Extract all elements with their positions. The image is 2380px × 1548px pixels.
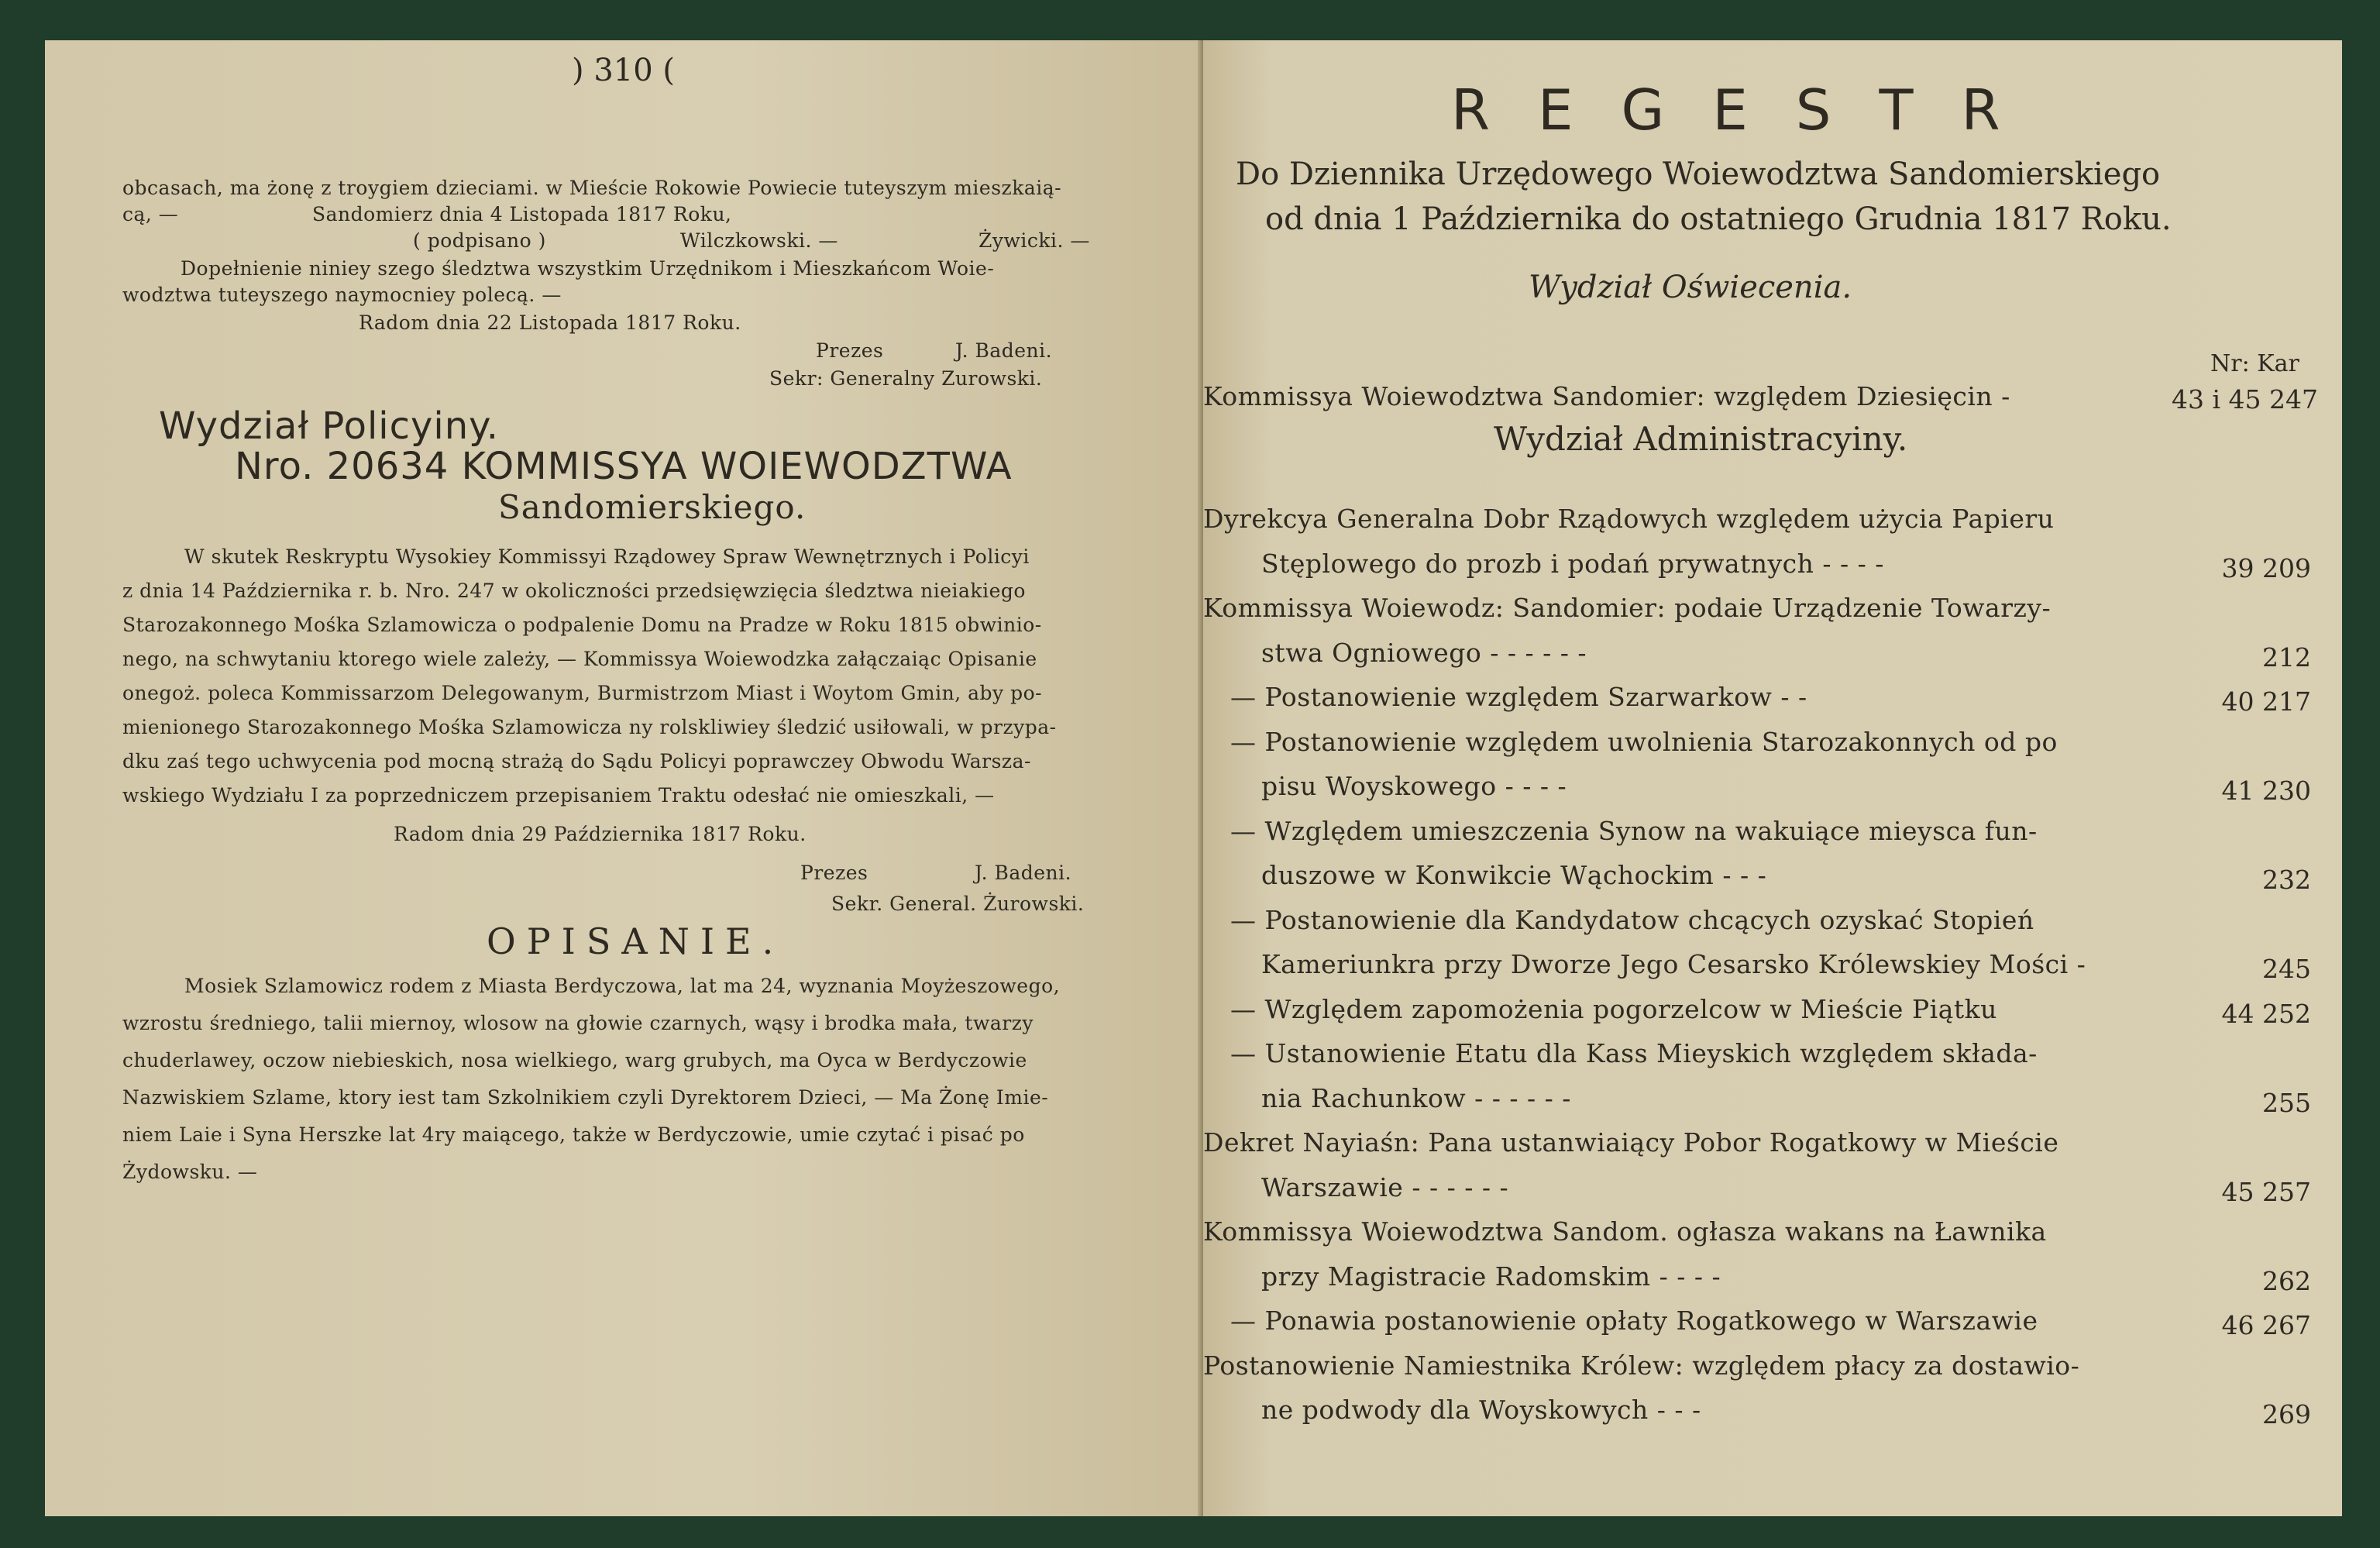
- text-line: Sekr: Generalny Zurowski.: [769, 367, 1043, 390]
- entry-number: 245: [2262, 954, 2311, 984]
- section-title: Wydział Policyiny.: [159, 404, 499, 448]
- text-line: Mosiek Szlamowicz rodem z Miasta Berdyczowa, lat ma 24, wyznania Moyżeszowego,: [184, 975, 1061, 997]
- section-subtitle: Sandomierskiego.: [498, 488, 807, 526]
- register-entry: Kommissya Woiewodztwa Sandom. ogłasza wakans na Ławnika: [1203, 1216, 2047, 1247]
- register-entry: stwa Ogniowego - - - - - -: [1261, 637, 1587, 668]
- entry-number: 262: [2262, 1265, 2311, 1296]
- register-entry: — Postanowienie względem uwolnienia Starozakonnych od po: [1230, 726, 2058, 757]
- entry-number: 232: [2262, 865, 2311, 895]
- text-line: Sekr. General. Żurowski.: [831, 893, 1085, 915]
- register-entry: nia Rachunkow - - - - - -: [1261, 1082, 1571, 1113]
- register-entry: — Względem zapomożenia pogorzelcow w Mieście Piątku: [1230, 993, 1997, 1024]
- entry-number: 39 209: [2221, 552, 2311, 583]
- register-entry: Dekret Nayiaśn: Pana ustanwiaiący Pobor Rogatkowy w Mieście: [1203, 1127, 2059, 1158]
- register-entry: przy Magistracie Radomskim - - - -: [1261, 1261, 1721, 1292]
- text-line: Starozakonnego Mośka Szlamowicza o podpalenie Domu na Pradze w Roku 1815 obwinio-: [122, 614, 1042, 636]
- register-entry: — Postanowienie względem Szarwarkow - -: [1230, 682, 1807, 712]
- register-entry: Postanowienie Namiestnika Królew: względem płacy za dostawio-: [1203, 1350, 2080, 1381]
- register-entry: Dyrekcya Generalna Dobr Rządowych względem użycia Papieru: [1203, 504, 2055, 534]
- text-line: Żywicki. —: [978, 229, 1090, 252]
- regestr-subtitle: od dnia 1 Października do ostatniego Grudnia 1817 Roku.: [1265, 201, 2172, 237]
- entry-number: 40 217: [2221, 686, 2311, 717]
- text-line: J. Badeni.: [975, 862, 1072, 884]
- entry-number: 45 257: [2221, 1176, 2311, 1207]
- text-line: Nazwiskiem Szlame, ktory iest tam Szkolnikiem czyli Dyrektorem Dzieci, — Ma Żonę Imie-: [122, 1086, 1049, 1109]
- section-title: Wydział Oświecenia.: [1529, 270, 1852, 305]
- register-entry: duszowe w Konwikcie Wąchockim - - -: [1261, 860, 1767, 890]
- text-line: cą, —: [122, 203, 179, 225]
- entry-number: 41 230: [2221, 776, 2311, 806]
- text-line: W skutek Reskryptu Wysokiey Kommissyi Rządowey Spraw Wewnętrznych i Policyi: [184, 545, 1030, 568]
- entry-number: 212: [2262, 642, 2311, 673]
- register-entry: Warszawie - - - - - -: [1261, 1171, 1509, 1202]
- text-line: Radom dnia 22 Listopada 1817 Roku.: [359, 311, 741, 334]
- text-line: onegoż. poleca Kommissarzom Delegowanym, Burmistrzom Miast i Woytom Gmin, aby po-: [122, 682, 1043, 704]
- section-title: Wydział Administracyiny.: [1494, 420, 1908, 458]
- entry-number: 43 i 45 247: [2172, 384, 2318, 415]
- text-line: Wilczkowski. —: [680, 229, 838, 252]
- section-nro: Nro. 20634 KOMMISSYA WOIEWODZTWA: [235, 445, 1013, 488]
- text-line: wskiego Wydziału I za poprzedniczem przepisaniem Traktu odesłać nie omieszkali, —: [122, 784, 995, 807]
- text-line: nego, na schwytaniu ktorego wiele zależy, — Kommissya Woiewodzka załączaiąc Opisanie: [122, 648, 1037, 670]
- text-line: ( podpisano ): [413, 229, 546, 252]
- text-line: Prezes: [816, 339, 884, 362]
- right-page: [1203, 40, 2342, 1516]
- text-line: mienionego Starozakonnego Mośka Szlamowicza ny rolskliwiey śledzić usiłowali, w przypa-: [122, 716, 1057, 738]
- left-page: [45, 40, 1203, 1516]
- text-line: Radom dnia 29 Października 1817 Roku.: [394, 823, 807, 845]
- text-line: z dnia 14 Października r. b. Nro. 247 w okoliczności przedsięwzięcia śledztwa nieiakiego: [122, 580, 1026, 602]
- entry-number: 46 267: [2221, 1310, 2311, 1340]
- register-entry: Kommissya Woiewodz: Sandomier: podaie Urządzenie Towarzy-: [1203, 593, 2052, 623]
- text-line: Sandomierz dnia 4 Listopada 1817 Roku,: [312, 203, 732, 225]
- register-entry: — Postanowienie dla Kandydatow chcących ozyskać Stopień: [1230, 904, 2034, 935]
- regestr-subtitle: Do Dziennika Urzędowego Woiewodztwa Sandomierskiego: [1236, 157, 2161, 192]
- register-entry: pisu Woyskowego - - - -: [1261, 771, 1567, 801]
- page-number: ) 310 (: [572, 53, 675, 88]
- text-line: chuderlawey, oczow niebieskich, nosa wielkiego, warg grubych, ma Oyca w Berdyczowie: [122, 1049, 1027, 1072]
- register-entry: Kameriunkra przy Dworze Jego Cesarsko Królewskiey Mości -: [1261, 949, 2086, 979]
- text-line: Prezes: [800, 862, 868, 884]
- entry-number: 255: [2262, 1087, 2311, 1118]
- opisanie-heading: OPISANIE.: [487, 920, 785, 962]
- text-line: wzrostu średniego, talii miernoy, wlosow na głowie czarnych, wąsy i brodka mała, twarzy: [122, 1012, 1034, 1034]
- text-line: niem Laie i Syna Herszke lat 4ry maiącego, także w Berdyczowie, umie czytać i pisać po: [122, 1123, 1025, 1146]
- register-entry: Stęplowego do prozb i podań prywatnych - - - -: [1261, 548, 1884, 579]
- register-entry: — Ponawia postanowienie opłaty Rogatkowego w Warszawie: [1230, 1305, 2038, 1336]
- column-header: Nr: Kar: [2210, 350, 2299, 377]
- text-line: Dopełnienie niniey szego śledztwa wszystkim Urzędnikom i Mieszkańcom Woie-: [181, 257, 995, 280]
- text-line: dku zaś tego uchwycenia pod mocną strażą do Sądu Policyi poprawczey Obwodu Warsza-: [122, 750, 1031, 772]
- register-entry: ne podwody dla Woyskowych - - -: [1261, 1395, 1701, 1425]
- text-line: obcasach, ma żonę z troygiem dzieciami. w Mieście Rokowie Powiecie tuteyszym mieszkaią-: [122, 177, 1062, 199]
- regestr-title: REGESTR: [1451, 77, 2048, 143]
- register-entry: Kommissya Woiewodztwa Sandomier: względem Dziesięcin -: [1203, 381, 2010, 411]
- register-entry: — Ustanowienie Etatu dla Kass Mieyskich względem składa-: [1230, 1038, 2038, 1068]
- text-line: J. Badeni.: [955, 339, 1053, 362]
- register-entry: — Względem umieszczenia Synow na wakuiące mieysca fun-: [1230, 815, 2038, 846]
- text-line: Żydowsku. —: [122, 1161, 258, 1183]
- entry-number: 44 252: [2221, 998, 2311, 1029]
- entry-number: 269: [2262, 1399, 2311, 1429]
- text-line: wodztwa tuteyszego naymocniey polecą. —: [122, 284, 562, 306]
